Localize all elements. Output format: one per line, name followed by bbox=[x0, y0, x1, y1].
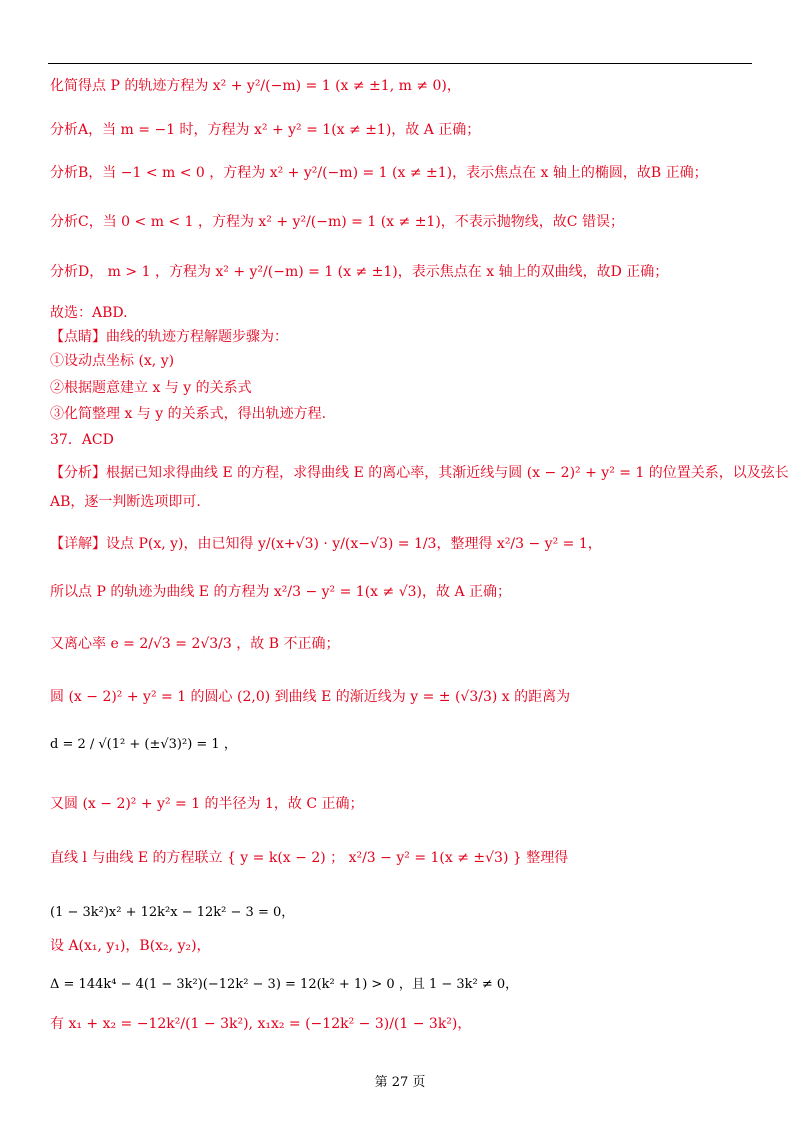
text-line-l23: Δ = 144k⁴ − 4(1 − 3k²)(−12k² − 3) = 12(k² + 1) > 0 ，且 1 − 3k² ≠ 0， bbox=[50, 977, 519, 992]
text-line-l07: 【点睛】曲线的轨迹方程解题步骤为： bbox=[50, 329, 288, 345]
header-rule bbox=[48, 63, 752, 64]
page-number: 第 27 页 bbox=[374, 1075, 426, 1090]
text-line-l21: (1 − 3k²)x² + 12k²x − 12k² − 3 = 0， bbox=[50, 905, 295, 920]
text-line-l22: 设 A(x₁, y₁)，B(x₂, y₂)， bbox=[50, 938, 211, 954]
text-line-l19: 又圆 (x − 2)² + y² = 1 的半径为 1，故 C 正确； bbox=[50, 796, 364, 812]
text-line-l16: 又离心率 e = 2/√3 = 2√3/3 ，故 B 不正确； bbox=[50, 636, 340, 652]
text-line-l02: 分析A，当 m = −1 时，方程为 x² + y² = 1(x ≠ ±1)，故 A 正确； bbox=[50, 122, 481, 138]
text-line-l17: 圆 (x − 2)² + y² = 1 的圆心 (2,0) 到曲线 E 的渐近线为 y = ± (√3/3) x 的距离为 bbox=[50, 689, 571, 705]
text-line-l09: ②根据题意建立 x 与 y 的关系式 bbox=[50, 380, 252, 396]
text-line-l20: 直线 l 与曲线 E 的方程联立 { y = k(x − 2) ； x²/3 − y² = 1(x ≠ ±√3) } 整理得 bbox=[50, 850, 569, 866]
text-line-l04: 分析C，当 0 < m < 1 ，方程为 x² + y²/(−m) = 1 (x ≠ ±1)，不表示抛物线，故C 错误； bbox=[50, 214, 624, 230]
text-line-l06: 故选：ABD. bbox=[50, 305, 128, 321]
text-line-l03: 分析B，当 −1 < m < 0 ，方程为 x² + y²/(−m) = 1 (x ≠ ±1)，表示焦点在 x 轴上的椭圆，故B 正确； bbox=[50, 165, 708, 181]
text-line-l24: 有 x₁ + x₂ = −12k²/(1 − 3k²), x₁x₂ = (−12k² − 3)/(1 − 3k²)， bbox=[50, 1016, 472, 1032]
text-line-l01: 化简得点 P 的轨迹方程为 x² + y²/(−m) = 1 (x ≠ ±1, m ≠ 0)， bbox=[50, 78, 461, 94]
text-line-l12: 【分析】根据已知求得曲线 E 的方程，求得曲线 E 的离心率，其渐近线与圆 (x − 2)² + y² = 1 的位置关系，以及弦长 bbox=[50, 465, 789, 481]
text-line-l11: 37．ACD bbox=[50, 432, 114, 448]
text-line-l10: ③化简整理 x 与 y 的关系式，得出轨迹方程. bbox=[50, 406, 327, 422]
text-line-l14: 【详解】设点 P(x, y)，由已知得 y/(x+√3) · y/(x−√3) = 1/3，整理得 x²/3 − y² = 1， bbox=[50, 536, 602, 552]
text-line-l18: d = 2 / √(1² + (±√3)²) = 1 ， bbox=[50, 737, 237, 752]
text-line-l13: AB，逐一判断选项即可. bbox=[50, 494, 201, 510]
text-line-l08: ①设动点坐标 (x, y) bbox=[50, 353, 175, 369]
text-line-l05: 分析D， m > 1 ，方程为 x² + y²/(−m) = 1 (x ≠ ±1)，表示焦点在 x 轴上的双曲线，故D 正确； bbox=[50, 264, 669, 280]
text-line-l15: 所以点 P 的轨迹为曲线 E 的方程为 x²/3 − y² = 1(x ≠ √3)，故 A 正确； bbox=[50, 584, 512, 600]
